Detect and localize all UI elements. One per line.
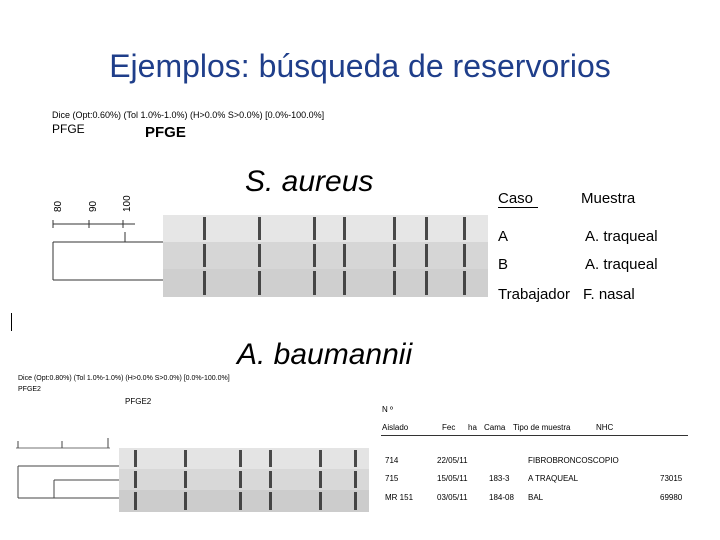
row-b-muestra: A. traqueal	[585, 256, 658, 273]
gel-image-top	[163, 215, 488, 297]
row3-cama: 184-08	[489, 493, 514, 502]
header-n: N º	[382, 405, 393, 414]
row3-nhc: 69980	[660, 493, 683, 502]
gel-lane	[163, 215, 488, 242]
col-header-caso: Caso	[498, 190, 534, 207]
pfge2-small-label: PFGE2	[18, 386, 41, 393]
row2-nhc: 73015	[660, 474, 683, 483]
row-a-caso: A	[498, 228, 509, 245]
row3-tipo: BAL	[528, 493, 544, 502]
row2-fecha: 15/05/11	[437, 474, 468, 483]
gel-lane	[163, 242, 488, 269]
gel-lane	[119, 469, 369, 490]
slide-title: Ejemplos: búsqueda de reservorios	[109, 48, 611, 84]
dendrogram-top	[45, 210, 165, 300]
gel-lane	[119, 490, 369, 512]
row1-tipo: FIBROBRONCOSCOPIO	[528, 456, 619, 465]
row-b-caso: B	[498, 256, 509, 273]
row3-aislado: MR 151	[385, 493, 414, 502]
dendrogram-bottom	[14, 436, 119, 506]
col-tipo-muestra: Tipo de muestra	[513, 423, 571, 432]
pfge-big-label: PFGE	[145, 124, 186, 141]
header-underline	[498, 207, 538, 208]
row3-fecha: 03/05/11	[437, 493, 468, 502]
col-nhc: NHC	[596, 423, 614, 432]
col-header-muestra: Muestra	[581, 190, 636, 207]
divider-mark	[11, 313, 12, 331]
gel-lane	[163, 269, 488, 297]
row2-cama: 183-3	[489, 474, 510, 483]
col-cama: Cama	[484, 423, 506, 432]
row-trabajador-caso: Trabajador	[498, 286, 570, 303]
scale-tick-80: 80	[53, 200, 64, 212]
row1-aislado: 714	[385, 456, 399, 465]
col-ha: ha	[468, 423, 477, 432]
col-aislado: Aislado	[382, 423, 409, 432]
gel-image-bottom	[119, 448, 369, 512]
row2-aislado: 715	[385, 474, 399, 483]
row2-tipo: A TRAQUEAL	[528, 474, 579, 483]
row-trabajador-muestra: F. nasal	[583, 286, 635, 303]
table-divider	[381, 435, 688, 436]
row1-fecha: 22/05/11	[437, 456, 468, 465]
gel-lane	[119, 448, 369, 469]
scale-tick-100: 100	[122, 195, 133, 212]
scale-tick-90: 90	[88, 200, 99, 212]
pfge-small-label: PFGE	[52, 122, 85, 136]
row-a-muestra: A. traqueal	[585, 228, 658, 245]
species-s-aureus: S. aureus	[245, 165, 374, 198]
col-fec: Fec	[442, 423, 456, 432]
pfge2-big-label: PFGE2	[125, 397, 152, 406]
dice-caption-2: Dice (Opt:0.80%) (Tol 1.0%-1.0%) (H>0.0% S>0.0%) [0.0%-100.0%]	[18, 375, 230, 382]
species-a-baumannii: A. baumannii	[237, 338, 413, 371]
dice-caption: Dice (Opt:0.60%) (Tol 1.0%-1.0%) (H>0.0% S>0.0%) [0.0%-100.0%]	[52, 110, 325, 120]
